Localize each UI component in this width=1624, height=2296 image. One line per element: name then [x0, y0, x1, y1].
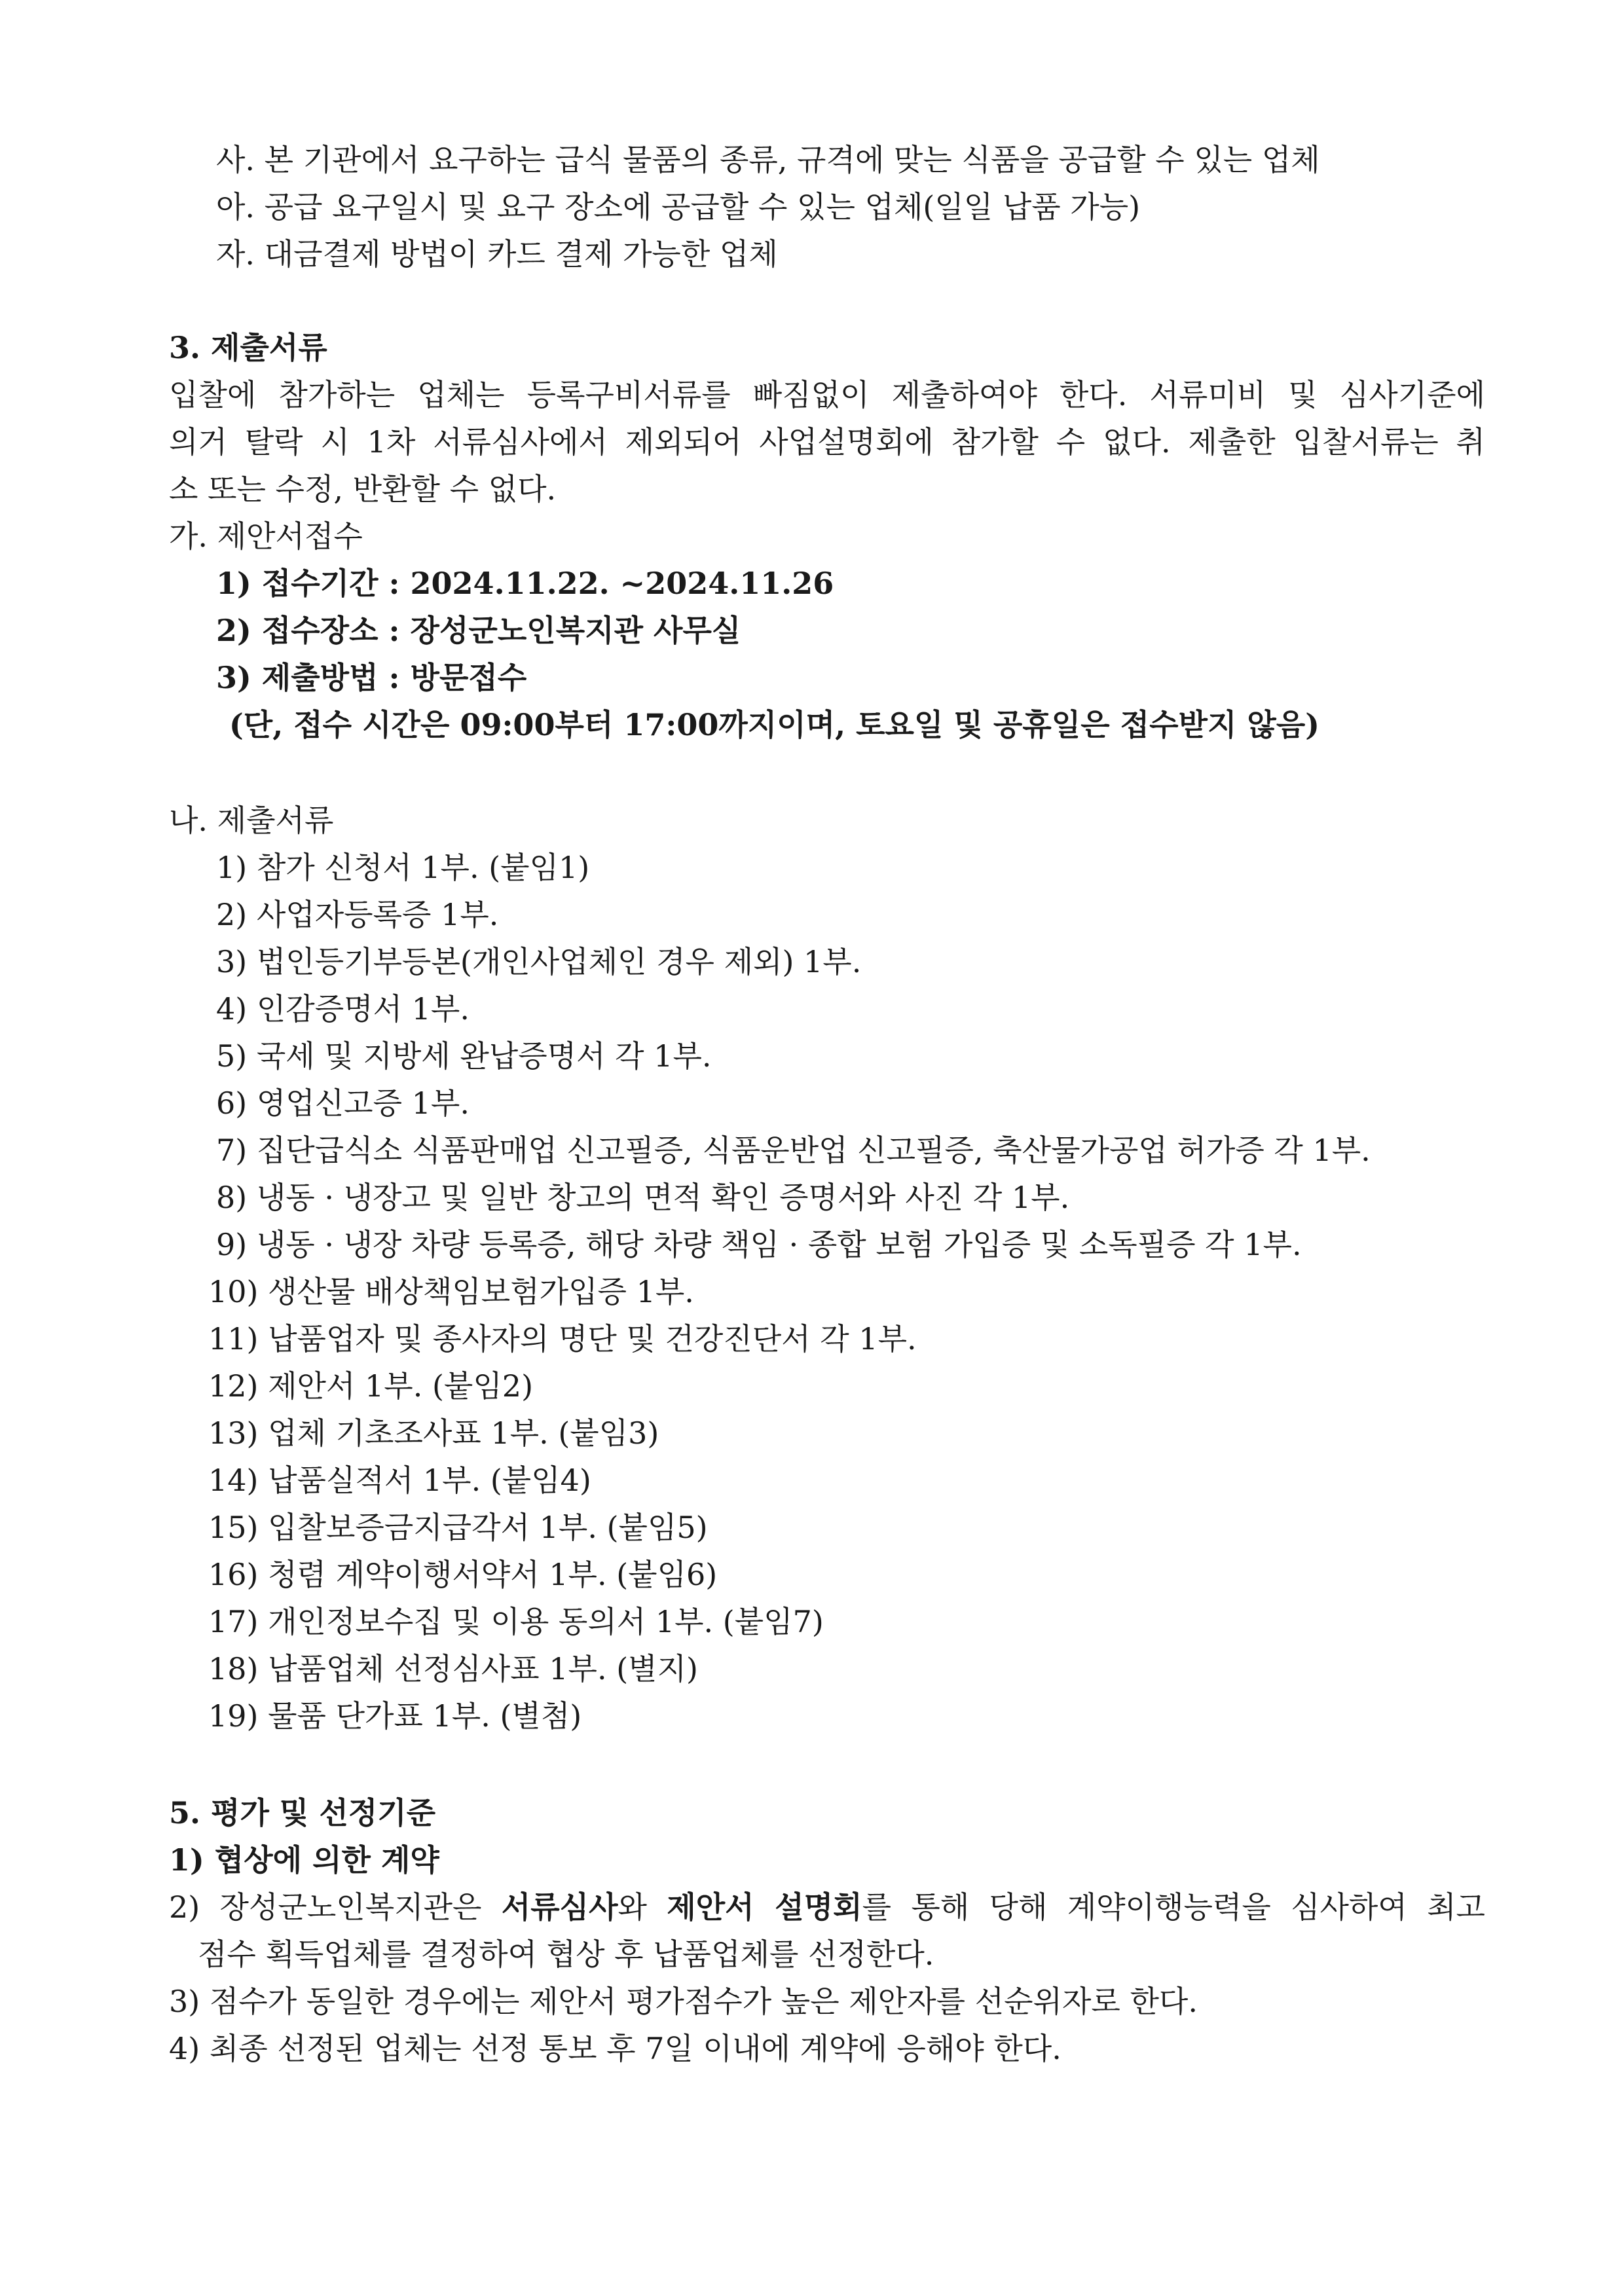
section-3-intro-line-2: 의거 탈락 시 1차 서류심사에서 제외되어 사업설명회에 참가할 수 없다. 제출한 입찰서류는 취: [169, 424, 1485, 460]
document-item: 11) 납품업자 및 종사자의 명단 및 건강진단서 각 1부.: [208, 1321, 917, 1357]
document-item: 8) 냉동 · 냉장고 및 일반 창고의 면적 확인 증명서와 사진 각 1부.: [216, 1180, 1070, 1215]
receipt-note: (단, 접수 시간은 09:00부터 17:00까지이며, 토요일 및 공휴일은 접수받지 않음): [229, 707, 1320, 742]
receipt-place: 2) 접수장소 : 장성군노인복지관 사무실: [216, 613, 741, 648]
criteria-item-2-line-2: 점수 획득업체를 결정하여 협상 후 납품업체를 선정한다.: [198, 1937, 934, 1972]
section-3-heading: 3. 제출서류: [169, 330, 327, 365]
section-5-heading: 5. 평가 및 선정기준: [169, 1795, 436, 1831]
document-item: 5) 국세 및 지방세 완납증명서 각 1부.: [216, 1038, 712, 1074]
eligibility-item-a: 아. 공급 요구일시 및 요구 장소에 공급할 수 있는 업체(일일 납품 가능): [216, 189, 1141, 225]
subsection-a-title: 가. 제안서접수: [169, 519, 363, 554]
receipt-period: 1) 접수기간 : 2024.11.22. ~2024.11.26: [216, 566, 834, 601]
document-item: 12) 제안서 1부. (붙임2): [208, 1368, 534, 1404]
proposal-briefing-term: 제안서 설명회: [667, 1889, 862, 1925]
document-item: 10) 생산물 배상책임보험가입증 1부.: [208, 1274, 694, 1309]
document-item: 1) 참가 신청서 1부. (붙임1): [216, 850, 590, 885]
section-3-intro-line-3: 소 또는 수정, 반환할 수 없다.: [169, 471, 557, 507]
document-item: 14) 납품실적서 1부. (붙임4): [208, 1463, 591, 1498]
document-item: 18) 납품업체 선정심사표 1부. (별지): [208, 1651, 698, 1686]
criteria-item-3: 3) 점수가 동일한 경우에는 제안서 평가점수가 높은 제안자를 선순위자로 한다.: [169, 1984, 1198, 2019]
criteria-item-2-connector: 와: [618, 1889, 667, 1925]
criteria-item-2-rest: 를 통해 당해 계약이행능력을 심사하여 최고: [862, 1889, 1485, 1925]
document-item: 16) 청렴 계약이행서약서 1부. (붙임6): [208, 1557, 718, 1592]
criteria-item-1: 1) 협상에 의한 계약: [169, 1842, 439, 1878]
document-item: 9) 냉동 · 냉장 차량 등록증, 해당 차량 책임 · 종합 보험 가입증 및 소독필증 각 1부.: [216, 1227, 1302, 1262]
document-item: 19) 물품 단가표 1부. (별첨): [208, 1698, 582, 1734]
document-item: 17) 개인정보수집 및 이용 동의서 1부. (붙임7): [208, 1604, 824, 1639]
document-review-term: 서류심사: [501, 1889, 618, 1925]
criteria-item-2-prefix: 2) 장성군노인복지관은: [169, 1889, 502, 1925]
document-item: 13) 업체 기초조사표 1부. (붙임3): [208, 1415, 659, 1451]
document-item: 6) 영업신고증 1부.: [216, 1085, 470, 1121]
criteria-item-4: 4) 최종 선정된 업체는 선정 통보 후 7일 이내에 계약에 응해야 한다.: [169, 2031, 1061, 2066]
document-item: 4) 인감증명서 1부.: [216, 991, 470, 1027]
subsection-b-title: 나. 제출서류: [169, 803, 334, 838]
section-3-intro-line-1: 입찰에 참가하는 업체는 등록구비서류를 빠짐없이 제출하여야 한다. 서류미비 및 심사기준에: [169, 377, 1485, 412]
document-item: 7) 집단급식소 식품판매업 신고필증, 식품운반업 신고필증, 축산물가공업 허가증 각 1부.: [216, 1133, 1371, 1168]
criteria-item-2-line-1: [169, 1887, 1485, 1927]
document-item: 15) 입찰보증금지급각서 1부. (붙임5): [208, 1510, 708, 1545]
document-item: 3) 법인등기부등본(개인사업체인 경우 제외) 1부.: [216, 944, 862, 979]
document-item: 2) 사업자등록증 1부.: [216, 897, 499, 932]
eligibility-item-ja: 자. 대금결제 방법이 카드 결제 가능한 업체: [216, 236, 778, 272]
submission-method: 3) 제출방법 : 방문접수: [216, 660, 527, 695]
eligibility-item-sa: 사. 본 기관에서 요구하는 급식 물품의 종류, 규격에 맞는 식품을 공급할 수 있는 업체: [216, 142, 1320, 177]
